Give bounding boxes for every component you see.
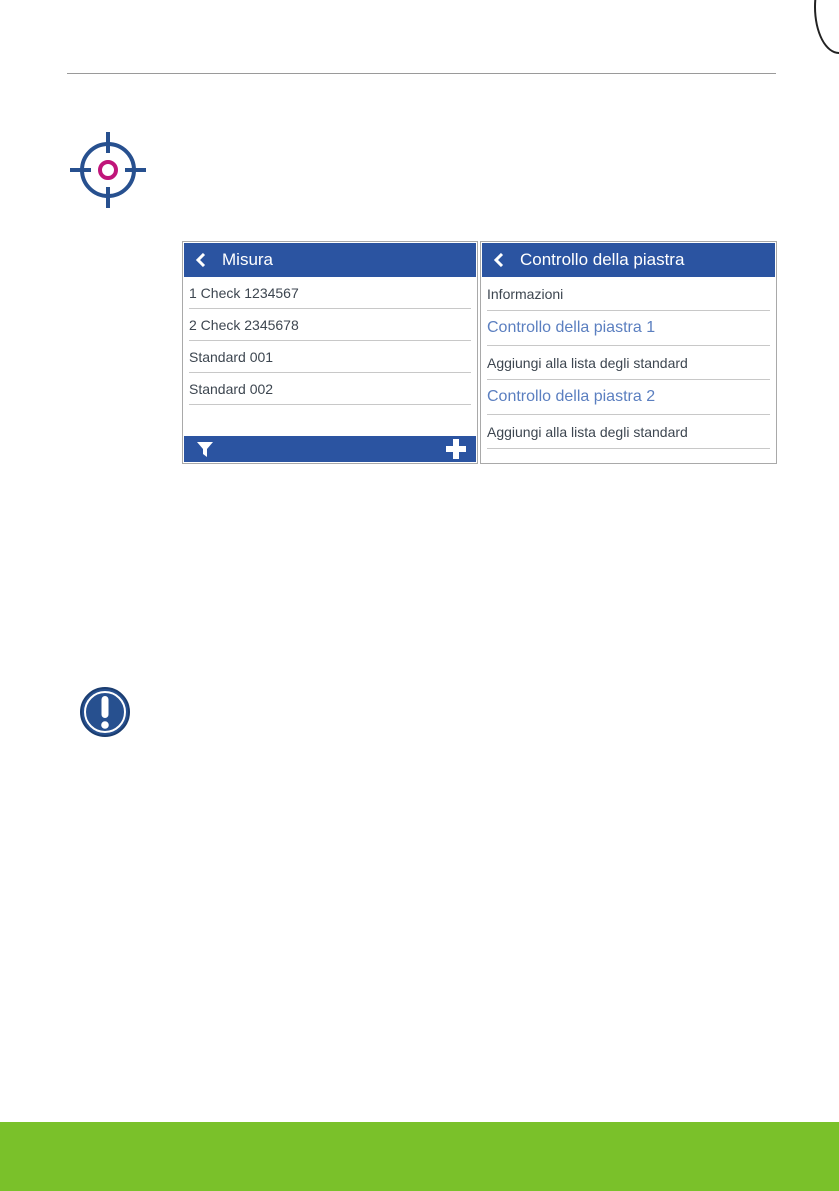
plate-check-heading: Controllo della piastra 2 <box>487 380 770 415</box>
crop-mark <box>814 0 839 60</box>
add-to-standards-item[interactable]: Aggiungi alla lista degli standard <box>487 346 770 380</box>
exclamation-icon <box>79 686 131 738</box>
measurement-list <box>183 277 477 437</box>
list-item[interactable]: Standard 002 <box>189 373 471 405</box>
screen-misura <box>182 241 478 464</box>
add-to-standards-item[interactable]: Aggiungi alla lista degli standard <box>487 415 770 449</box>
list-item[interactable]: 2 Check 2345678 <box>189 309 471 341</box>
chevron-left-icon[interactable] <box>194 253 208 267</box>
target-crosshair-icon <box>69 131 147 209</box>
list-item[interactable]: Standard 001 <box>189 341 471 373</box>
screen-header <box>482 243 775 277</box>
screen-title: Controllo della piastra <box>520 250 685 269</box>
screen-title: Misura <box>222 250 274 269</box>
footer-band <box>0 1122 839 1191</box>
plus-icon[interactable] <box>446 439 466 459</box>
plate-check-list <box>481 277 776 449</box>
filter-icon[interactable] <box>196 440 214 458</box>
info-item[interactable]: Informazioni <box>487 277 770 311</box>
plate-check-heading: Controllo della piastra 1 <box>487 311 770 346</box>
list-item[interactable]: 1 Check 1234567 <box>189 277 471 309</box>
list-item-empty <box>189 405 471 437</box>
screen-header <box>184 243 476 277</box>
chevron-left-icon[interactable] <box>492 253 506 267</box>
header-rule <box>67 73 776 74</box>
screen-controllo-piastra <box>480 241 777 464</box>
screen-footer <box>184 436 476 462</box>
